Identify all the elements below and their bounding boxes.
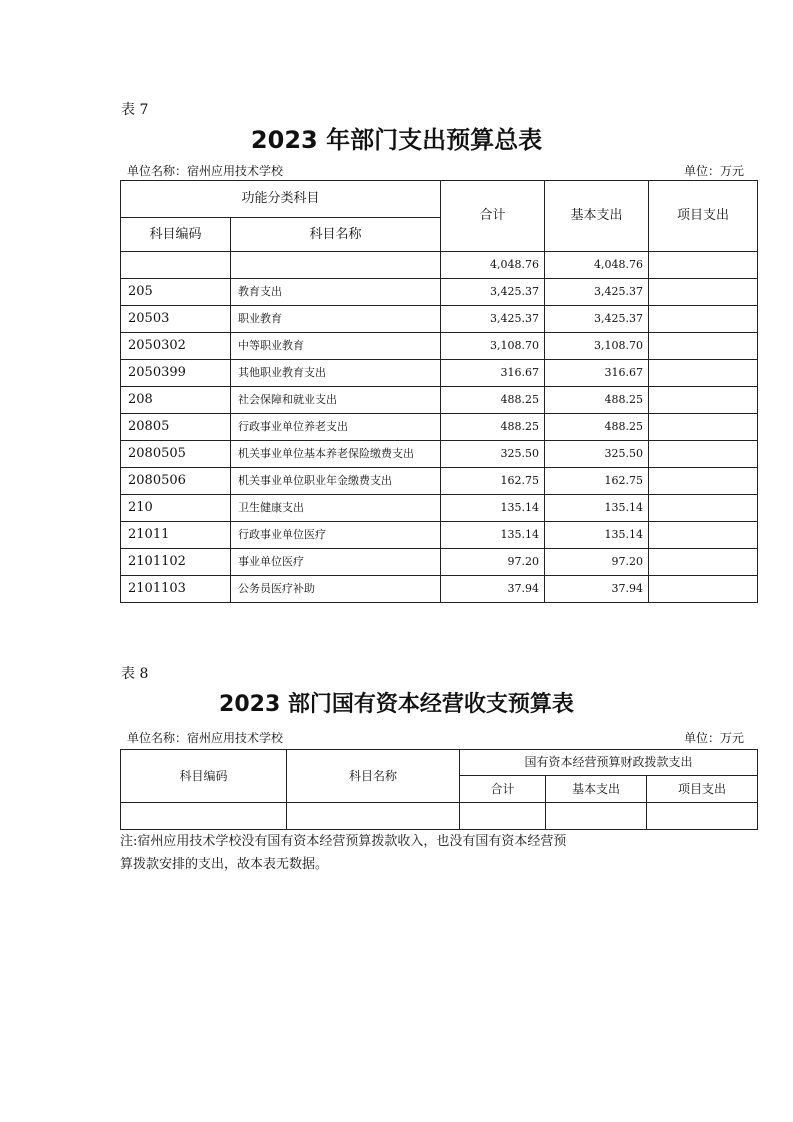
subject-code-cell: 2080506 <box>121 468 231 495</box>
t8-header-total: 合计 <box>460 776 546 803</box>
t8-empty-cell <box>546 803 647 830</box>
total-cell: 162.75 <box>441 468 545 495</box>
basic-expense-cell: 135.14 <box>545 495 649 522</box>
total-cell: 97.20 <box>441 549 545 576</box>
table7-title: 2023 年部门支出预算总表 <box>250 126 543 154</box>
header-subject-code: 科目编码 <box>121 218 231 252</box>
total-cell: 37.94 <box>441 576 545 603</box>
subject-code-cell <box>121 252 231 279</box>
total-cell: 325.50 <box>441 441 545 468</box>
basic-expense-cell: 3,425.37 <box>545 306 649 333</box>
subject-code-cell: 2101103 <box>121 576 231 603</box>
subject-code-cell: 208 <box>121 387 231 414</box>
subject-name-cell: 行政事业单位养老支出 <box>231 414 441 441</box>
total-cell: 3,108.70 <box>441 333 545 360</box>
subject-code-cell: 2080505 <box>121 441 231 468</box>
subject-code-cell: 205 <box>121 279 231 306</box>
subject-code-cell: 2050399 <box>121 360 231 387</box>
subject-code-cell: 20503 <box>121 306 231 333</box>
table-row <box>121 522 758 549</box>
basic-expense-cell: 488.25 <box>545 387 649 414</box>
t8-empty-cell <box>121 803 287 830</box>
state-capital-budget-table <box>120 749 758 830</box>
t8-empty-cell <box>460 803 546 830</box>
header-total: 合计 <box>441 181 545 252</box>
expenditure-budget-table <box>120 180 758 603</box>
total-cell: 316.67 <box>441 360 545 387</box>
subject-name-cell: 公务员医疗补助 <box>231 576 441 603</box>
total-cell: 3,425.37 <box>441 279 545 306</box>
total-cell: 135.14 <box>441 522 545 549</box>
basic-expense-cell: 325.50 <box>545 441 649 468</box>
subject-code-cell: 2050302 <box>121 333 231 360</box>
note-line-1: 注:宿州应用技术学校没有国有资本经营预算拨款收入，也没有国有资本经营预 <box>120 834 567 849</box>
t8-header-subject-name: 科目名称 <box>287 750 460 803</box>
subject-code-cell: 20805 <box>121 414 231 441</box>
basic-expense-cell: 316.67 <box>545 360 649 387</box>
table8-unit-name: 单位名称：宿州应用技术学校 <box>127 731 284 745</box>
total-cell: 488.25 <box>441 387 545 414</box>
header-project-expense: 项目支出 <box>649 181 758 252</box>
subject-name-cell: 教育支出 <box>231 279 441 306</box>
total-cell: 4,048.76 <box>441 252 545 279</box>
total-cell: 135.14 <box>441 495 545 522</box>
table7-label: 表 7 <box>121 102 149 118</box>
project-expense-cell <box>649 522 758 549</box>
table-row <box>121 549 758 576</box>
t8-header-basic-expense: 基本支出 <box>546 776 647 803</box>
table8-unit: 单位：万元 <box>684 731 745 745</box>
table-row <box>121 279 758 306</box>
subject-name-cell <box>231 252 441 279</box>
subject-name-cell: 社会保障和就业支出 <box>231 387 441 414</box>
subject-name-cell: 行政事业单位医疗 <box>231 522 441 549</box>
project-expense-cell <box>649 468 758 495</box>
table-row <box>121 387 758 414</box>
subject-name-cell: 机关事业单位职业年金缴费支出 <box>231 468 441 495</box>
table-row <box>121 252 758 279</box>
table-row <box>121 306 758 333</box>
basic-expense-cell: 4,048.76 <box>545 252 649 279</box>
t8-header-subject-code: 科目编码 <box>121 750 287 803</box>
subject-name-cell: 机关事业单位基本养老保险缴费支出 <box>231 441 441 468</box>
project-expense-cell <box>649 549 758 576</box>
header-basic-expense: 基本支出 <box>545 181 649 252</box>
basic-expense-cell: 488.25 <box>545 414 649 441</box>
project-expense-cell <box>649 360 758 387</box>
basic-expense-cell: 3,108.70 <box>545 333 649 360</box>
table8-note <box>120 830 720 876</box>
t8-header-project-expense: 项目支出 <box>647 776 758 803</box>
subject-name-cell: 中等职业教育 <box>231 333 441 360</box>
header-subject-name: 科目名称 <box>231 218 441 252</box>
basic-expense-cell: 37.94 <box>545 576 649 603</box>
project-expense-cell <box>649 333 758 360</box>
subject-code-cell: 21011 <box>121 522 231 549</box>
table8-label: 表 8 <box>121 666 149 682</box>
t8-empty-cell <box>287 803 460 830</box>
table8-title: 2023 部门国有资本经营收支预算表 <box>219 692 574 717</box>
table-row <box>121 441 758 468</box>
subject-name-cell: 职业教育 <box>231 306 441 333</box>
project-expense-cell <box>649 252 758 279</box>
subject-code-cell: 210 <box>121 495 231 522</box>
basic-expense-cell: 3,425.37 <box>545 279 649 306</box>
t8-header-group: 国有资本经营预算财政拨款支出 <box>460 750 758 776</box>
project-expense-cell <box>649 279 758 306</box>
table-row <box>121 360 758 387</box>
basic-expense-cell: 162.75 <box>545 468 649 495</box>
t8-empty-cell <box>647 803 758 830</box>
table-row <box>121 495 758 522</box>
table-row <box>121 576 758 603</box>
project-expense-cell <box>649 441 758 468</box>
basic-expense-cell: 97.20 <box>545 549 649 576</box>
project-expense-cell <box>649 306 758 333</box>
project-expense-cell <box>649 387 758 414</box>
project-expense-cell <box>649 414 758 441</box>
table7-unit-name: 单位名称：宿州应用技术学校 <box>127 164 284 178</box>
project-expense-cell <box>649 495 758 522</box>
total-cell: 3,425.37 <box>441 306 545 333</box>
subject-name-cell: 其他职业教育支出 <box>231 360 441 387</box>
basic-expense-cell: 135.14 <box>545 522 649 549</box>
table-row <box>121 468 758 495</box>
project-expense-cell <box>649 576 758 603</box>
table-row <box>121 414 758 441</box>
subject-code-cell: 2101102 <box>121 549 231 576</box>
subject-name-cell: 事业单位医疗 <box>231 549 441 576</box>
table-row <box>121 333 758 360</box>
note-line-2: 算拨款安排的支出，故本表无数据。 <box>120 857 329 872</box>
subject-name-cell: 卫生健康支出 <box>231 495 441 522</box>
table7-unit: 单位：万元 <box>684 164 745 178</box>
total-cell: 488.25 <box>441 414 545 441</box>
header-functional-category: 功能分类科目 <box>121 181 441 218</box>
